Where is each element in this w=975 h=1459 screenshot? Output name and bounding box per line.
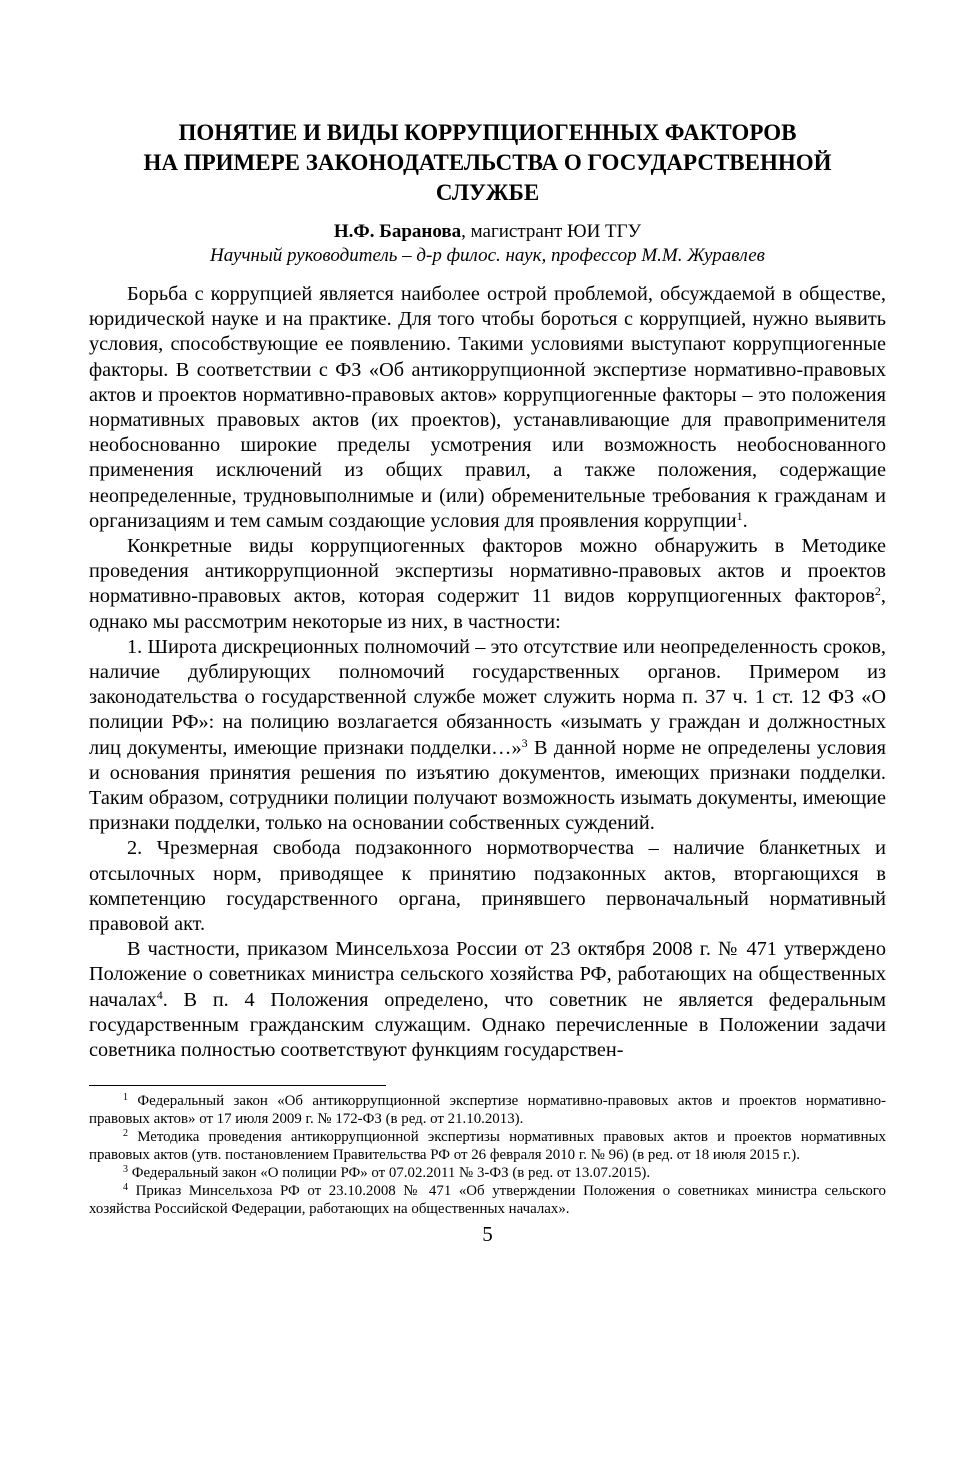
paragraph-4: 2. Чрезмерная свобода подзаконного нормотворчества – наличие бланкетных и отсылочных норм, приводящее к принятию подзаконных актов, вторгающихся в компетенцию государственного органа, принявшего первоначальный нормативный правовой акт. bbox=[89, 837, 886, 936]
footnote-ref-2: 2 bbox=[874, 584, 881, 599]
paragraph-3 bbox=[89, 635, 886, 837]
footnote-4 bbox=[89, 1182, 886, 1218]
footnotes bbox=[89, 1092, 886, 1218]
paragraph-text: Конкретные виды коррупциогенных факторов можно обнаружить в Методике проведения антикоррупционной экспертизы нормативно-правовых актов и проектов нормативно-правовых актов, которая содержит 11 видов коррупциогенных факторов bbox=[89, 535, 886, 608]
footnote-number: 1 bbox=[123, 1092, 128, 1104]
footnote-3 bbox=[89, 1164, 886, 1182]
footnote-divider bbox=[89, 1085, 386, 1086]
footnote-number: 2 bbox=[123, 1128, 128, 1140]
footnote-text: Федеральный закон «О полиции РФ» от 07.02.2011 № 3-ФЗ (в ред. от 13.07.2015). bbox=[131, 1165, 651, 1182]
paragraph-5 bbox=[89, 937, 886, 1063]
paragraph-end: . В п. 4 Положения определено, что советник не является федеральным государственным гражданским служащим. Однако перечисленные в Положении задачи советника полностью соответствуют функциям государствен- bbox=[89, 988, 886, 1062]
paragraph-text: Борьба с коррупцией является наиболее острой проблемой, обсуждаемой в обществе, юридической науке и на практике. Для того чтобы бороться с коррупцией, нужно выявить условия, способствующие ее появлению. Такими условиями выступают коррупциогенные факторы. В соответствии с ФЗ «Об антикоррупционной экспертизе нормативно-правовых актов и проектов нормативно-правовых актов» коррупциогенные факторы – это положения нормативных правовых актов (их проектов), устанавливающие для правоприменителя необоснованно широкие пределы усмотрения или возможность необоснованного применения исключений из общих правил, а также положения, содержащие неопределенные, трудновыполнимые и (или) обременительные требования к гражданам и организациям и тем самым создающие условия для проявления коррупции bbox=[89, 283, 886, 532]
footnote-text: Приказ Минсельхоза РФ от 23.10.2008 № 471 «Об утверждении Положения о советниках министра сельского хозяйства Российской Федерации, работающих на общественных началах». bbox=[89, 1183, 886, 1218]
page-number: 5 bbox=[482, 1222, 493, 1247]
title-line-1: ПОНЯТИЕ И ВИДЫ КОРРУПЦИОГЕННЫХ ФАКТОРОВ bbox=[178, 120, 797, 145]
advisor-line: Научный руководитель – д-р филос. наук, профессор М.М. Журавлев bbox=[210, 245, 765, 266]
title-line-2: НА ПРИМЕРЕ ЗАКОНОДАТЕЛЬСТВА О ГОСУДАРСТВЕННОЙ bbox=[143, 150, 832, 175]
paragraph-end: , однако мы рассмотрим некоторые из них, в частности: bbox=[89, 585, 886, 633]
author-role: , магистрант ЮИ ТГУ bbox=[461, 221, 642, 242]
paragraph-2 bbox=[89, 534, 886, 635]
paragraph-end: . bbox=[742, 509, 748, 532]
paragraph-1 bbox=[89, 282, 886, 534]
author-line bbox=[89, 220, 886, 244]
title-line-3: СЛУЖБЕ bbox=[435, 180, 540, 205]
footnote-ref-3: 3 bbox=[521, 735, 528, 750]
footnote-text: Федеральный закон «Об антикоррупционной экспертизе нормативно-правовых актов и проектов нормативно-правовых актов» от 17 июля 2009 г. № 172-ФЗ (в ред. от 21.10.2013). bbox=[89, 1093, 886, 1128]
footnote-ref-1: 1 bbox=[736, 508, 743, 523]
footnote-1 bbox=[89, 1092, 886, 1128]
page bbox=[89, 118, 886, 1247]
footnote-ref-4: 4 bbox=[156, 987, 163, 1002]
footnote-text: Методика проведения антикоррупционной экспертизы нормативных правовых актов и проектов нормативных правовых актов (утв. постановлением Правительства РФ от 26 февраля 2010 г. № 96) (в ред. от 18 июля 2015 г.). bbox=[89, 1129, 886, 1164]
paragraph-text: 1. Широта дискреционных полномочий – это отсутствие или неопределенность сроков, наличие дублирующих полномочий государственных органов. Примером из законодательства о государственной службе может служить норма п. 37 ч. 1 ст. 12 ФЗ «О полиции РФ»: на полицию возлагается обязанность «изымать у граждан и должностных лиц документы, имеющие признаки подделки…» bbox=[89, 635, 886, 759]
footnote-number: 3 bbox=[123, 1164, 128, 1176]
footnote-number: 4 bbox=[123, 1182, 128, 1194]
article-title bbox=[89, 118, 886, 208]
paragraph-text: В частности, приказом Минсельхоза России от 23 октября 2008 г. № 471 утверждено Положение о советниках министра сельского хозяйства РФ, работающих на общественных началах bbox=[89, 938, 886, 1011]
author-name: Н.Ф. Баранова bbox=[333, 221, 462, 242]
article-body bbox=[89, 282, 886, 1063]
footnote-2 bbox=[89, 1128, 886, 1164]
paragraph-end: В данной норме не определены условия и основания принятия решения по изъятию документов, имеющих признаки подделки. Таким образом, сотрудники полиции получают возможность изымать документы, имеющие признаки подделки, только на основании собственных суждений. bbox=[89, 736, 886, 835]
